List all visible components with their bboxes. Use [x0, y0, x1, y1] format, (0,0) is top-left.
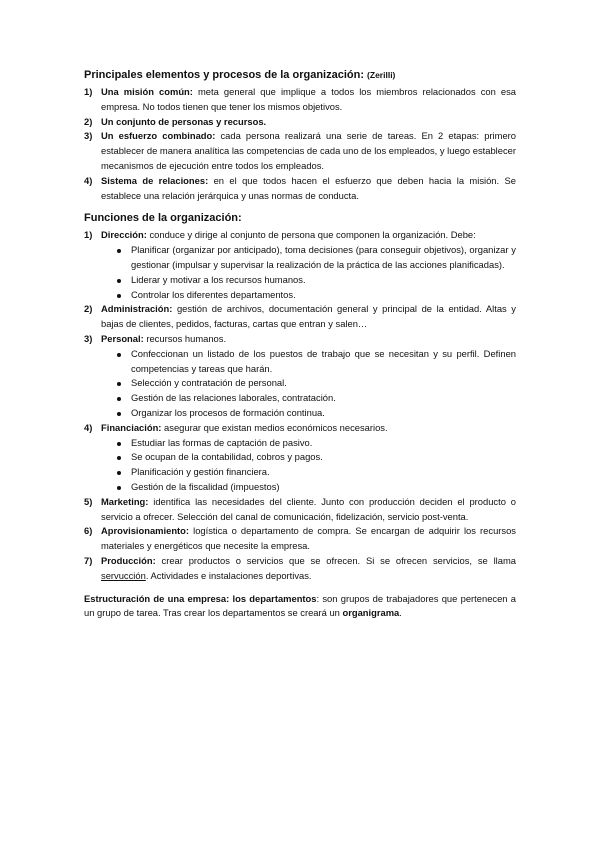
item-number: 1) — [84, 229, 93, 241]
item-term: Administración: — [101, 303, 173, 315]
item-term: Un esfuerzo combinado: — [101, 130, 216, 142]
bullet-item: Planificar (organizar por anticipado), toma decisiones (para conseguir objetivos), organizar y gestionar (impulsar y supervisar la realización de la práctica de las acciones planificadas). — [115, 243, 516, 273]
list-item — [84, 524, 516, 554]
list-item — [84, 228, 516, 302]
item-number: 5) — [84, 495, 93, 507]
item-text: cada persona realizará una serie de tareas. En 2 etapas: primero establecer de manera analítica las competencias de cada uno de los empleados, y luego establecer mecanismos de ejecución entre todos los empleados. — [101, 130, 516, 171]
item-number: 4) — [84, 421, 93, 433]
item-number: 6) — [84, 525, 93, 537]
item-number: 4) — [84, 174, 93, 186]
item-term: Sistema de relaciones: — [101, 174, 209, 186]
bullet-item: Gestión de la fiscalidad (impuestos) — [115, 480, 516, 495]
section-funciones-title-text: Funciones de la organización: — [84, 212, 242, 225]
list-item — [84, 129, 516, 173]
bullet-list — [101, 243, 516, 302]
bullet-list — [101, 347, 516, 421]
item-text: meta general que implique a todos los miembros relacionados con esa empresa. No todos tienen que tener los mismos objetivos. — [101, 86, 517, 112]
item-term: Dirección: — [101, 229, 147, 241]
item-number: 2) — [84, 115, 93, 127]
item-number: 1) — [84, 86, 93, 97]
funciones-list — [84, 228, 516, 583]
list-item — [84, 332, 516, 421]
closing-paragraph — [84, 592, 516, 622]
underlined-term: servucción — [101, 569, 146, 581]
section-elementos-title — [84, 68, 516, 83]
item-text: gestión de archivos, documentación general y principal de la entidad. Altas y bajas de clientes, pedidos, facturas, cartas que entran y salen… — [101, 303, 516, 330]
item-term: Aprovisionamiento: — [101, 525, 190, 537]
bullet-item: Gestión de las relaciones laborales, contratación. — [115, 391, 516, 406]
list-item — [84, 85, 516, 115]
item-text: en el que todos hacen el esfuerzo que deben hacia la misión. Se establece una relación jerárquica y unas normas de conducta. — [101, 174, 516, 201]
item-term: Financiación: — [101, 421, 162, 433]
item-number: 7) — [84, 554, 93, 566]
list-item — [84, 495, 516, 525]
bullet-item: Se ocupan de la contabilidad, cobros y pagos. — [115, 450, 516, 465]
closing-term: Estructuración de una empresa: los departamentos — [84, 592, 317, 604]
list-item — [84, 115, 516, 130]
bullet-item: Confeccionan un listado de los puestos de trabajo que se necesitan y su perfil. Definen competencias y tareas que harán. — [115, 347, 516, 377]
bullet-item: Liderar y motivar a los recursos humanos. — [115, 273, 516, 288]
item-text-after: . Actividades e instalaciones deportivas. — [145, 569, 312, 581]
document-content — [84, 68, 516, 630]
closing-end: . — [399, 607, 402, 619]
bullet-list — [101, 436, 516, 495]
item-number: 2) — [84, 303, 93, 315]
item-text: identifica las necesidades del cliente. Junto con producción deciden el producto o servicio a ofrecer. Selección del canal de comunicación, fidelización, servicio post-venta. — [101, 495, 516, 522]
item-number: 3) — [84, 130, 93, 142]
section-elementos-title-text: Principales elementos y procesos de la organización: — [84, 69, 364, 81]
item-term: Producción: — [101, 554, 156, 566]
closing-text: : son grupos de trabajadores que pertenecen a un grupo de tarea. Tras crear los departamentos se creará un — [84, 592, 516, 619]
item-term: Marketing: — [101, 495, 149, 507]
bullet-item: Controlar los diferentes departamentos. — [115, 288, 516, 303]
bullet-item: Estudiar las formas de captación de pasivo. — [115, 436, 516, 451]
item-number: 3) — [84, 332, 93, 344]
item-text: conduce y dirige al conjunto de persona que componen la organización. Debe: — [146, 229, 476, 241]
item-text: logística o departamento de compra. Se encargan de adquirir los recursos materiales y energéticos que necesite la empresa. — [101, 525, 516, 552]
list-item — [84, 302, 516, 332]
item-term: Una misión común: — [101, 86, 193, 97]
section-elementos-citation: (Zerilli) — [367, 70, 396, 80]
list-item — [84, 554, 516, 584]
closing-bold-term: organigrama — [342, 607, 400, 619]
item-term: Un conjunto de personas y recursos. — [101, 115, 267, 127]
bullet-item: Planificación y gestión financiera. — [115, 465, 516, 480]
section-funciones-title — [84, 211, 516, 226]
bullet-item: Selección y contratación de personal. — [115, 376, 516, 391]
item-text: recursos humanos. — [143, 332, 227, 344]
bullet-item: Organizar los procesos de formación continua. — [115, 406, 516, 421]
item-text: asegurar que existan medios económicos necesarios. — [161, 421, 388, 433]
list-item — [84, 174, 516, 204]
list-item — [84, 421, 516, 495]
item-text: crear productos o servicios que se ofrecen. Si se ofrecen servicios, se llama — [155, 554, 516, 566]
item-term: Personal: — [101, 332, 144, 344]
elementos-list — [84, 85, 516, 203]
